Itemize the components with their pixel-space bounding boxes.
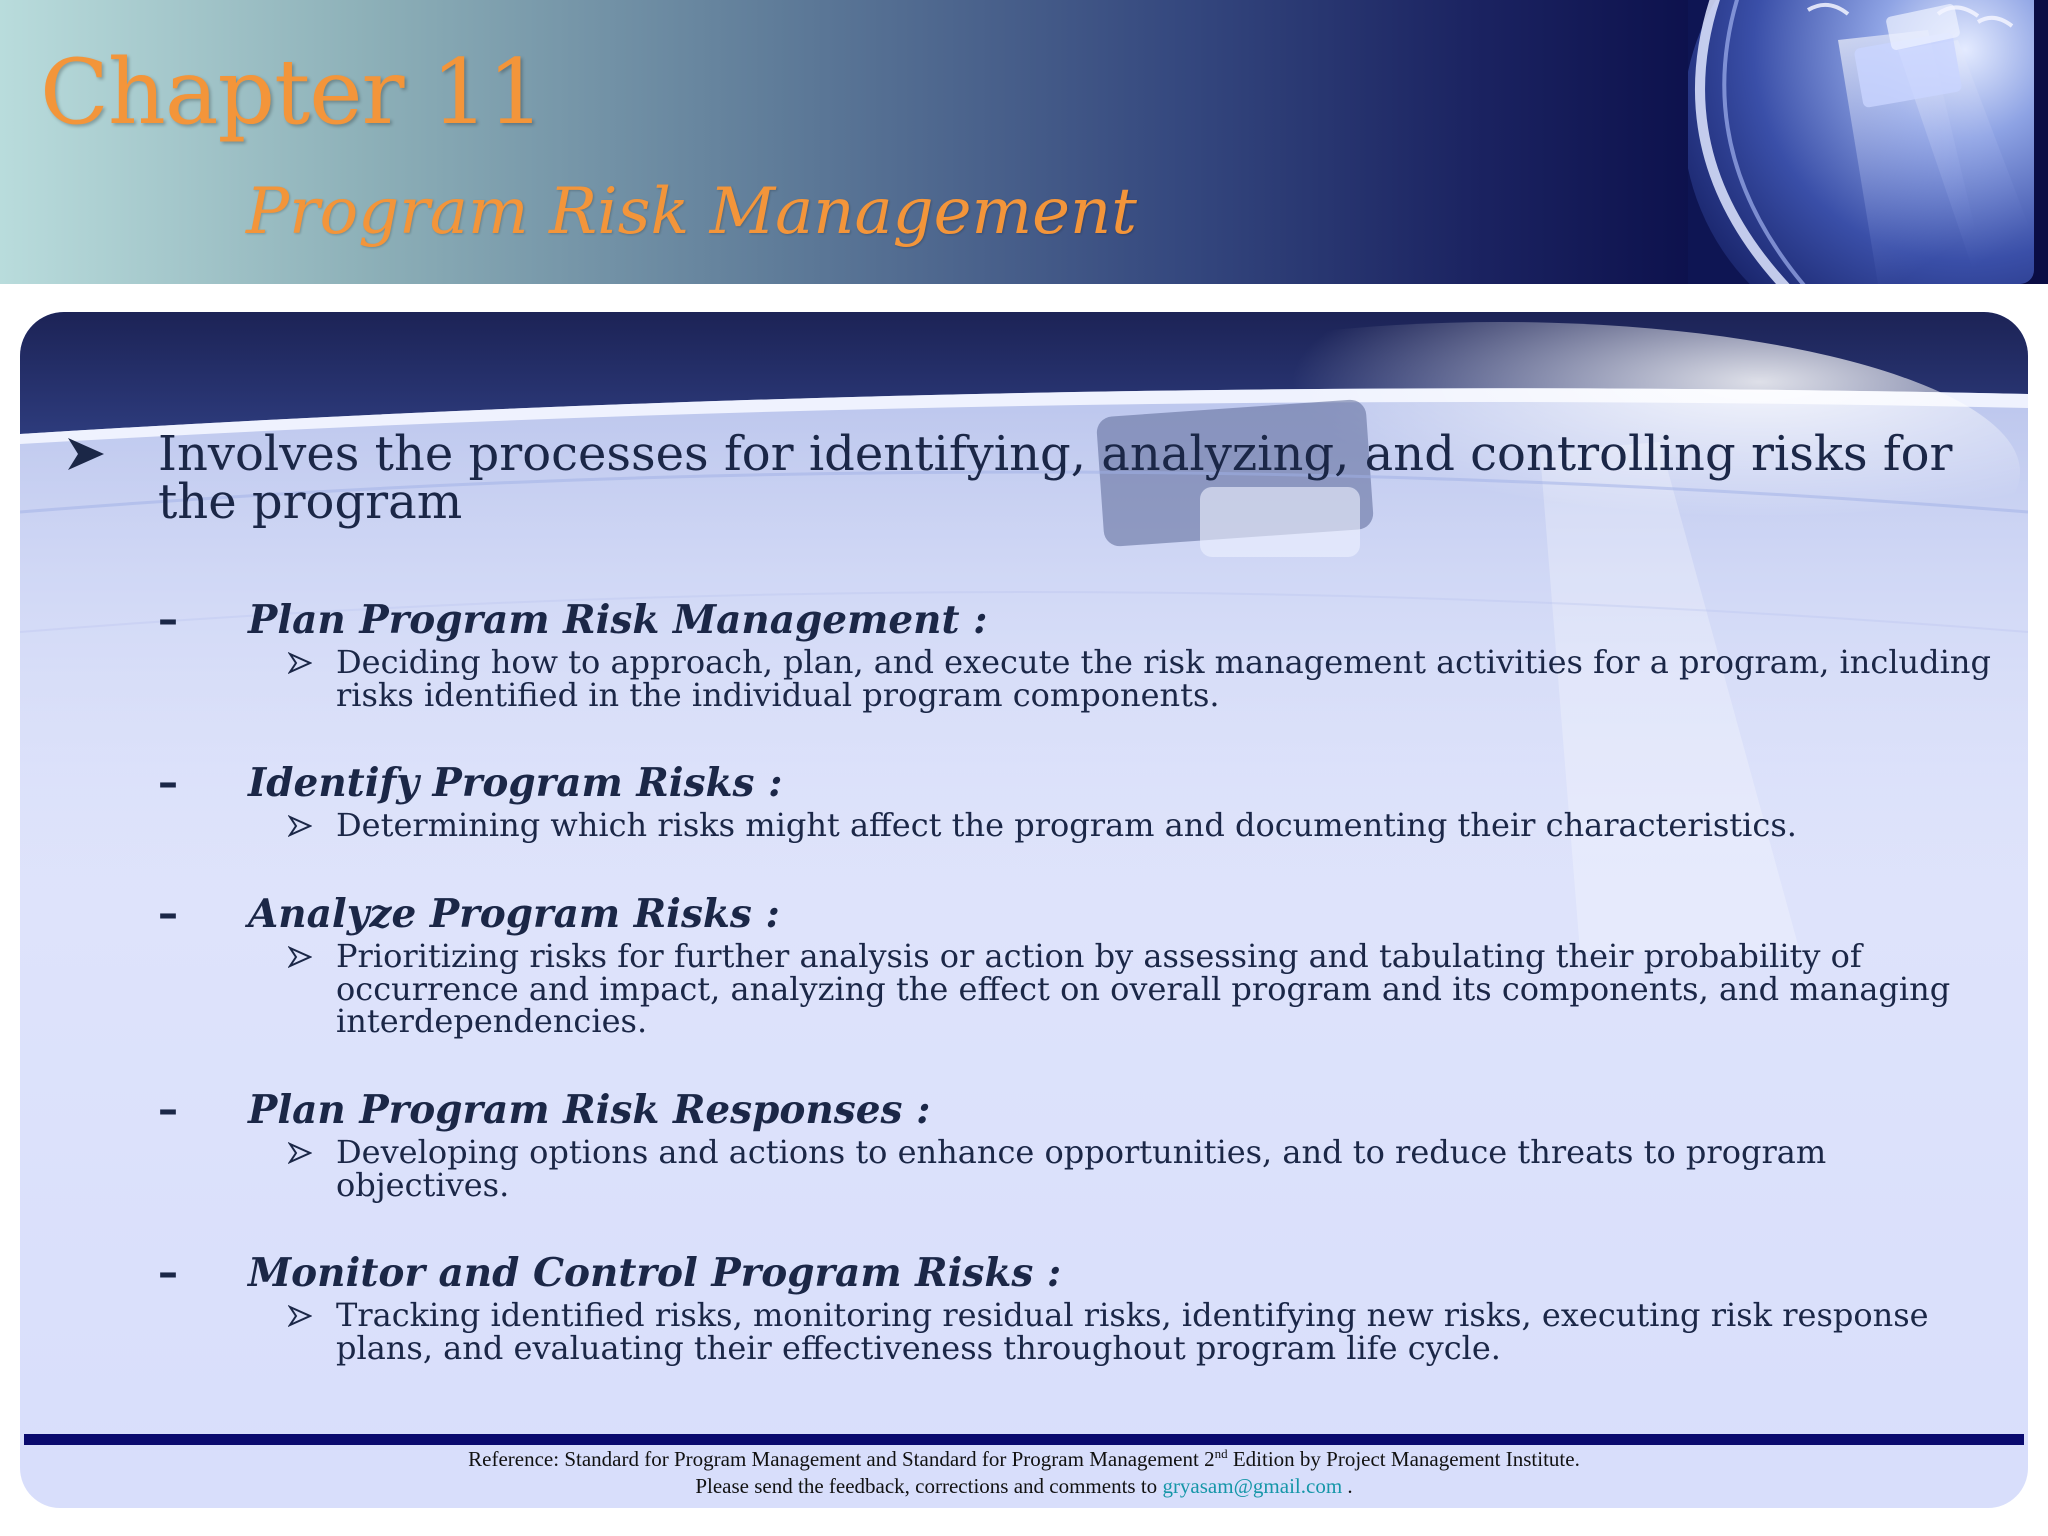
email-link[interactable]: gryasam@gmail.com bbox=[1162, 1474, 1343, 1498]
arrowhead-bullet-icon bbox=[64, 430, 108, 478]
slide-content bbox=[20, 312, 2028, 1508]
dash-bullet: – bbox=[158, 597, 178, 643]
arrowhead-sub-bullet-icon bbox=[288, 1303, 312, 1329]
dash-bullet: – bbox=[158, 1087, 178, 1133]
section-description bbox=[288, 643, 2008, 714]
section-description bbox=[288, 937, 2008, 1040]
section-heading: Monitor and Control Program Risks : bbox=[248, 1250, 1062, 1296]
arrowhead-sub-bullet-icon bbox=[288, 944, 312, 970]
feedback-line bbox=[20, 1473, 2028, 1500]
reference-superscript: nd bbox=[1214, 1446, 1228, 1461]
dash-bullet: – bbox=[158, 891, 178, 937]
header-decorative-image bbox=[1688, 0, 2034, 284]
feedback-end: . bbox=[1342, 1474, 1353, 1498]
section-heading: Analyze Program Risks : bbox=[248, 891, 780, 937]
reference-line bbox=[20, 1446, 2028, 1473]
section-heading: Plan Program Risk Management : bbox=[248, 597, 988, 643]
arrowhead-sub-bullet-icon bbox=[288, 1140, 312, 1166]
feedback-text: Please send the feedback, corrections and comments to bbox=[695, 1474, 1163, 1498]
main-bullet bbox=[64, 426, 2014, 530]
chapter-subtitle: Program Risk Management bbox=[246, 175, 1137, 249]
dash-bullet: – bbox=[158, 760, 178, 806]
section-description bbox=[288, 1296, 2008, 1367]
section-description-text: Prioritizing risks for further analysis or action by assessing and tabulating their probability of occurrence and impact, analyzing the effect on overall program and its components, and managing interdependencies. bbox=[336, 937, 1951, 1040]
footer bbox=[20, 1446, 2028, 1500]
reference-text: Reference: Standard for Program Management and Standard for Program Management 2 bbox=[468, 1447, 1215, 1471]
arrowhead-sub-bullet-icon bbox=[288, 650, 312, 676]
section-description-text: Developing options and actions to enhance opportunities, and to reduce threats to program objectives. bbox=[336, 1133, 1827, 1204]
section-heading: Identify Program Risks : bbox=[248, 760, 783, 806]
section-description-text: Determining which risks might affect the program and documenting their characteristics. bbox=[336, 806, 1797, 844]
content-panel bbox=[20, 312, 2028, 1508]
section-heading: Plan Program Risk Responses : bbox=[248, 1087, 931, 1133]
footer-divider bbox=[24, 1434, 2024, 1445]
arrowhead-sub-bullet-icon bbox=[288, 813, 312, 839]
chapter-title: Chapter 11 bbox=[40, 40, 544, 145]
reference-text-end: Edition by Project Management Institute. bbox=[1227, 1447, 1580, 1471]
section-description bbox=[288, 1133, 2008, 1204]
title-banner bbox=[0, 0, 2048, 284]
section-description-text: Deciding how to approach, plan, and execute the risk management activities for a program, including risks identified in the individual program components. bbox=[336, 643, 1991, 714]
section-description bbox=[288, 806, 2008, 844]
section-description-text: Tracking identified risks, monitoring residual risks, identifying new risks, executing risk response plans, and evaluating their effectiveness throughout program life cycle. bbox=[336, 1296, 1929, 1367]
main-bullet-text: Involves the processes for identifying, analyzing, and controlling risks for the program bbox=[158, 426, 1953, 530]
dash-bullet: – bbox=[158, 1250, 178, 1296]
